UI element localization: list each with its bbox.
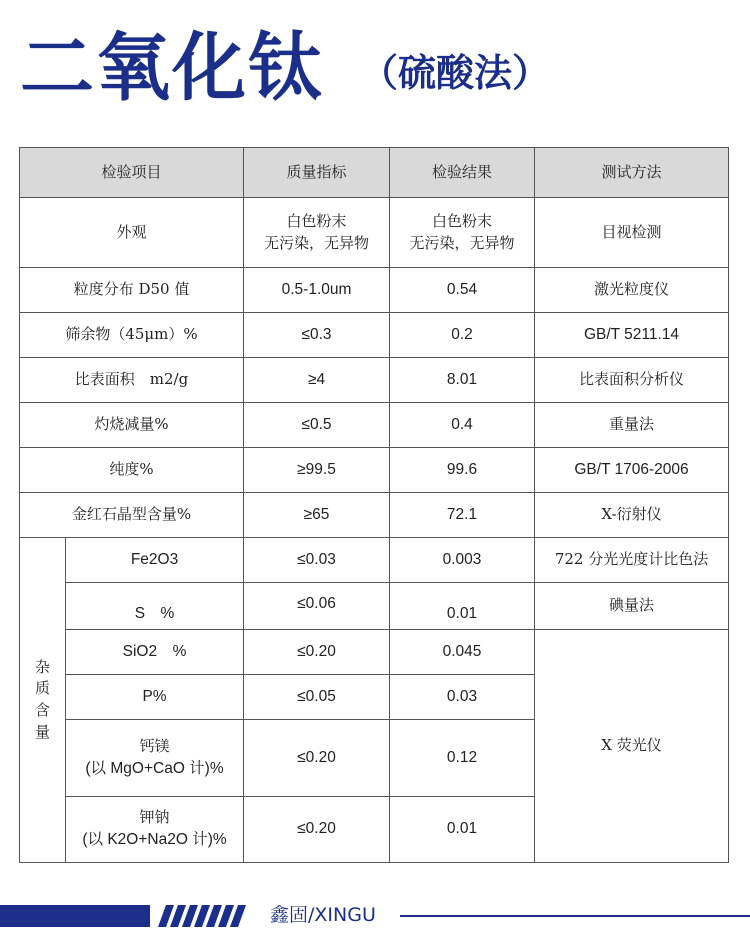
method-cell: 722 分光光度计比色法: [535, 538, 729, 583]
title-area: [20, 18, 550, 118]
item-cell: 外观: [20, 198, 244, 268]
table-row: [20, 198, 729, 268]
item-cell: 灼烧减量%: [20, 403, 244, 448]
method-cell: GB/T 1706-2006: [535, 448, 729, 493]
result-cell: 0.4: [390, 403, 535, 448]
result-cell: 0.54: [390, 268, 535, 313]
spec-cell: [244, 198, 390, 268]
header-spec: 质量指标: [244, 148, 390, 198]
spec-cell: ≤0.20: [244, 720, 390, 797]
spec-cell: ≥4: [244, 358, 390, 403]
impurity-group-label: [20, 538, 66, 863]
result-cell: 0.03: [390, 675, 535, 720]
method-cell-shared: X 荧光仪: [535, 630, 729, 863]
table-row: [20, 538, 729, 583]
spec-cell: ≤0.05: [244, 675, 390, 720]
item-line: 钾钠: [139, 808, 170, 827]
item-cell: Fe2O3: [66, 538, 244, 583]
impurity-label-char: 含: [34, 701, 50, 719]
spec-cell: ≤0.3: [244, 313, 390, 358]
result-cell: 99.6: [390, 448, 535, 493]
table-row: [20, 448, 729, 493]
spec-cell: ≥99.5: [244, 448, 390, 493]
item-cell: 比表面积 m2/g: [20, 358, 244, 403]
method-cell: GB/T 5211.14: [535, 313, 729, 358]
item-cell: 粒度分布 D50 值: [20, 268, 244, 313]
spec-cell: ≥65: [244, 493, 390, 538]
spec-table: [19, 147, 729, 863]
method-cell: 碘量法: [535, 583, 729, 630]
item-cell: 纯度%: [20, 448, 244, 493]
method-cell: 比表面积分析仪: [535, 358, 729, 403]
result-cell: [390, 198, 535, 268]
impurity-label-char: 杂: [34, 657, 50, 676]
method-cell: 激光粒度仪: [535, 268, 729, 313]
item-cell: [66, 797, 244, 863]
table-row: [20, 403, 729, 448]
spec-cell: ≤0.5: [244, 403, 390, 448]
result-line: 白色粉末: [432, 211, 493, 230]
result-cell: 72.1: [390, 493, 535, 538]
spec-cell: ≤0.06: [244, 583, 390, 630]
footer-brand: 鑫固/XINGU: [262, 900, 384, 930]
item-line: (以 MgO+CaO 计)%: [85, 759, 224, 777]
result-cell: 0.01: [390, 583, 535, 630]
item-line: (以 K2O+Na2O 计)%: [82, 831, 227, 849]
spec-cell: ≤0.03: [244, 538, 390, 583]
table-row: [20, 583, 729, 630]
result-cell: 8.01: [390, 358, 535, 403]
impurity-label-char: 量: [34, 722, 50, 741]
item-cell: P%: [66, 675, 244, 720]
method-cell: 重量法: [535, 403, 729, 448]
spec-cell: ≤0.20: [244, 630, 390, 675]
result-cell: 0.12: [390, 720, 535, 797]
item-cell: SiO2 %: [66, 630, 244, 675]
item-line: 钙镁: [139, 736, 170, 755]
impurity-label-char: 质: [34, 679, 50, 698]
result-cell: 0.2: [390, 313, 535, 358]
result-cell: 0.045: [390, 630, 535, 675]
table-row: [20, 493, 729, 538]
header-result: 检验结果: [390, 148, 535, 198]
item-cell: 金红石晶型含量%: [20, 493, 244, 538]
spec-cell: ≤0.20: [244, 797, 390, 863]
method-cell: 目视检测: [535, 198, 729, 268]
item-cell: 筛余物（45μm）%: [20, 313, 244, 358]
spec-line: 白色粉末: [286, 211, 347, 230]
result-cell: 0.003: [390, 538, 535, 583]
spec-line: 无污染，无异物: [264, 233, 370, 252]
page-subtitle: （硫酸法）: [360, 51, 551, 95]
method-cell: X-衍射仪: [535, 493, 729, 538]
result-cell: 0.01: [390, 797, 535, 863]
table-row: [20, 630, 729, 675]
table-row: [20, 313, 729, 358]
item-cell: [66, 720, 244, 797]
table-row: [20, 358, 729, 403]
header-item: 检验项目: [20, 148, 244, 198]
table-header-row: [20, 148, 729, 198]
item-cell: S %: [66, 583, 244, 630]
result-line: 无污染，无异物: [409, 233, 515, 252]
table-row: [20, 268, 729, 313]
spec-cell: 0.5-1.0um: [244, 268, 390, 313]
page-title: 二氧化钛: [20, 25, 324, 111]
header-method: 测试方法: [535, 148, 729, 198]
